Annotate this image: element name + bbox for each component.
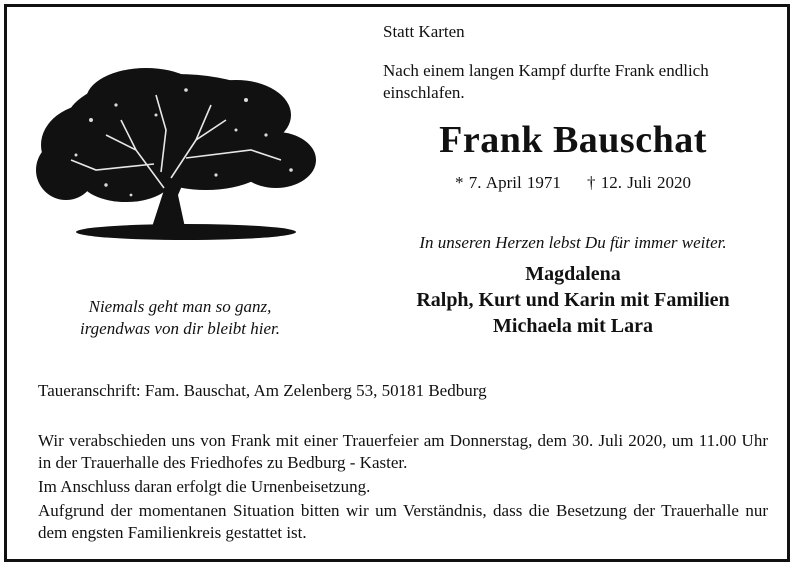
- intro-text: Nach einem langen Kampf durfte Frank endlich einschlafen.: [383, 61, 709, 102]
- death-date: † 12. Juli 2020: [586, 173, 691, 192]
- funeral-details: [38, 430, 768, 544]
- mourner-name: Ralph, Kurt und Karin mit Familien: [416, 289, 730, 311]
- condolence-address: Taueranschrift: Fam. Bauschat, Am Zelenberg 53, 50181 Bedburg: [38, 381, 487, 400]
- life-dates: [383, 173, 763, 193]
- urn-paragraph: Im Anschluss daran erfolgt die Urnenbeisetzung.: [38, 477, 371, 496]
- birth-date: * 7. April 1971: [454, 173, 561, 192]
- mourner-name: Magdalena: [525, 263, 621, 285]
- ceremony-paragraph: Wir verabschieden uns von Frank mit einer Trauerfeier am Donnerstag, dem 30. Juli 2020, um 11.00 Uhr in der Trauerhalle des Friedhofes zu Bedburg - Kaster.: [38, 431, 768, 472]
- mourners-heading: In unseren Herzen lebst Du für immer weiter.: [419, 233, 727, 252]
- tree-illustration: [36, 60, 321, 245]
- memorial-quote: [30, 296, 330, 340]
- mourners-list: [383, 261, 763, 339]
- deceased-name: Frank Bauschat: [439, 119, 707, 161]
- situation-paragraph: Aufgrund der momentanen Situation bitten wir um Verständnis, dass die Besetzung der Trauerhalle nur dem engsten Familienkreis gestattet ist.: [38, 501, 768, 542]
- mourner-name: Michaela mit Lara: [493, 315, 653, 337]
- quote-line-1: Niemals geht man so ganz,: [88, 297, 272, 316]
- quote-line-2: irgendwas von dir bleibt hier.: [79, 319, 281, 338]
- statt-karten: Statt Karten: [383, 22, 465, 41]
